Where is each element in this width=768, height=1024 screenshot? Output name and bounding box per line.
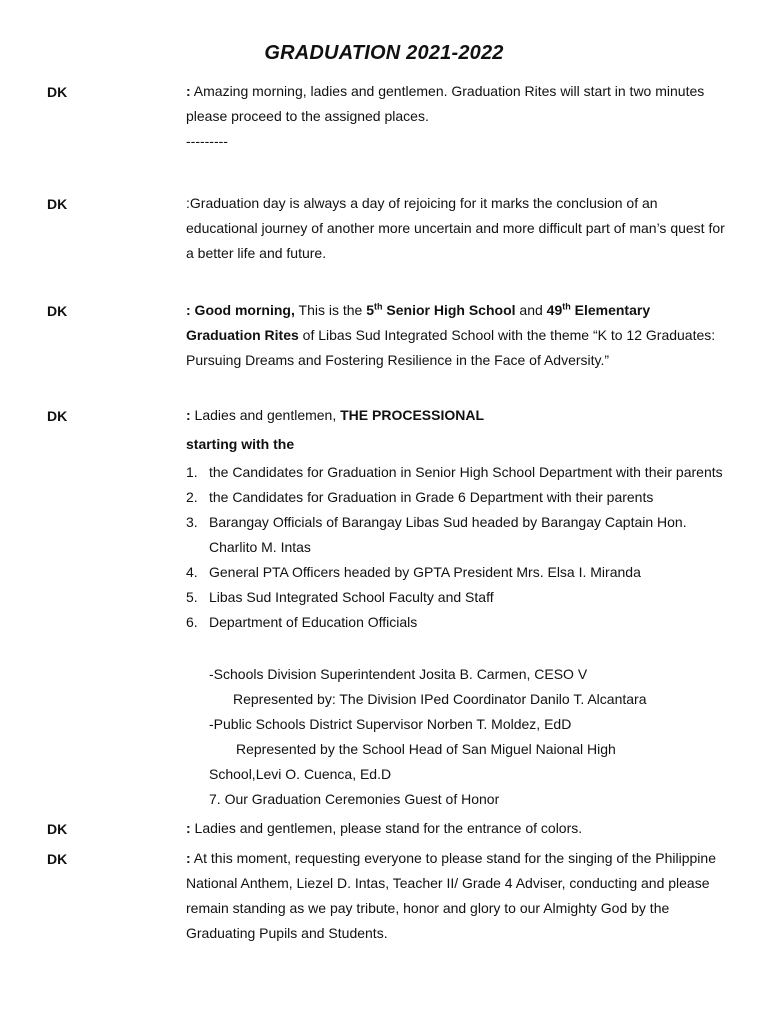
script-paragraph-5 bbox=[186, 816, 726, 841]
list-number: 1. bbox=[186, 464, 198, 480]
list-item-text: the Candidates for Graduation in Grade 6 Department with their parents bbox=[209, 489, 654, 505]
script-paragraph-2 bbox=[186, 191, 726, 266]
list-number: 4. bbox=[186, 564, 198, 580]
speaker-label: DK bbox=[47, 408, 68, 424]
ordinal-number: 49 bbox=[546, 302, 563, 318]
sublist-line: Represented by the School Head of San Miguel Naional High bbox=[236, 741, 616, 757]
colon: : bbox=[186, 850, 191, 866]
script-paragraph-3 bbox=[186, 298, 726, 373]
colon: : bbox=[186, 83, 191, 99]
bold-text: Senior High School bbox=[382, 302, 516, 318]
document-title: GRADUATION 2021-2022 bbox=[264, 42, 504, 64]
list-number: 3. bbox=[186, 514, 198, 530]
colon: : bbox=[186, 407, 191, 423]
list-number: 6. bbox=[186, 614, 198, 630]
colon: : bbox=[186, 820, 191, 836]
list-item bbox=[186, 485, 726, 510]
sublist-line: 7. Our Graduation Ceremonies Guest of Honor bbox=[209, 791, 500, 807]
paragraph-text: of Libas Sud Integrated School with the theme “K to 12 Graduates: Pursuing Dreams and Fostering Resilience in the Face of Adversity.” bbox=[186, 327, 716, 368]
paragraph-text: At this moment, requesting everyone to please stand for the singing of the Philippine National Anthem, Liezel D. Intas, Teacher II/ Grade 4 Adviser, conducting and please remain standing as we pay tribute, honor and glory to our Almighty God by the Graduating Pupils and Students. bbox=[186, 850, 716, 941]
list-item-text: Libas Sud Integrated School Faculty and Staff bbox=[209, 589, 494, 605]
list-item-text: General PTA Officers headed by GPTA President Mrs. Elsa I. Miranda bbox=[209, 564, 641, 580]
sublist-line: -Schools Division Superintendent Josita B. Carmen, CESO V bbox=[209, 666, 588, 682]
greeting: : Good morning, bbox=[186, 302, 295, 318]
paragraph-text: :Graduation day is always a day of rejoicing for it marks the conclusion of an educational journey of another more uncertain and more difficult part of man’s quest for a better life and future. bbox=[186, 195, 725, 261]
paragraph-text: Amazing morning, ladies and gentlemen. Graduation Rites will start in two minutes please proceed to the assigned places. bbox=[186, 83, 705, 124]
bold-text: Elementary Graduation Rites bbox=[186, 302, 651, 343]
speaker-label: DK bbox=[47, 84, 68, 100]
list-item bbox=[186, 560, 726, 585]
list-item-text: Department of Education Officials bbox=[209, 614, 418, 630]
sublist-line: Represented by: The Division IPed Coordinator Danilo T. Alcantara bbox=[233, 691, 647, 707]
script-paragraph-4 bbox=[186, 403, 726, 428]
list-item-text: Barangay Officials of Barangay Libas Sud headed by Barangay Captain Hon. Charlito M. Intas bbox=[209, 514, 687, 555]
script-paragraph-6 bbox=[186, 846, 726, 946]
list-number: 2. bbox=[186, 489, 198, 505]
officials-sublist bbox=[186, 662, 726, 812]
processional-list bbox=[186, 460, 726, 635]
speaker-label: DK bbox=[47, 196, 68, 212]
processional-intro bbox=[186, 432, 726, 457]
paragraph-text: Ladies and gentlemen, please stand for the entrance of colors. bbox=[190, 820, 583, 836]
speaker-label: DK bbox=[47, 303, 68, 319]
ordinal-number: 5 bbox=[366, 302, 374, 318]
paragraph-text: Ladies and gentlemen, bbox=[190, 407, 341, 423]
list-item-text: the Candidates for Graduation in Senior High School Department with their parents bbox=[209, 464, 723, 480]
sublist-line: -Public Schools District Supervisor Norben T. Moldez, EdD bbox=[209, 716, 572, 732]
speaker-label: DK bbox=[47, 821, 68, 837]
speaker-label: DK bbox=[47, 851, 68, 867]
paragraph-text: This is the bbox=[294, 302, 367, 318]
separator-dashes: --------- bbox=[186, 133, 228, 149]
bold-text: THE PROCESSIONAL bbox=[340, 407, 485, 423]
paragraph-text: and bbox=[515, 302, 547, 318]
ordinal-suffix: th bbox=[562, 301, 571, 312]
bold-text: starting with the bbox=[186, 436, 295, 452]
script-paragraph-1 bbox=[186, 79, 726, 154]
list-item bbox=[186, 585, 726, 610]
list-item bbox=[186, 460, 726, 485]
sublist-line: School,Levi O. Cuenca, Ed.D bbox=[209, 766, 392, 782]
list-item bbox=[186, 510, 726, 560]
list-number: 5. bbox=[186, 589, 198, 605]
list-item bbox=[186, 610, 726, 635]
ordinal-suffix: th bbox=[374, 301, 383, 312]
